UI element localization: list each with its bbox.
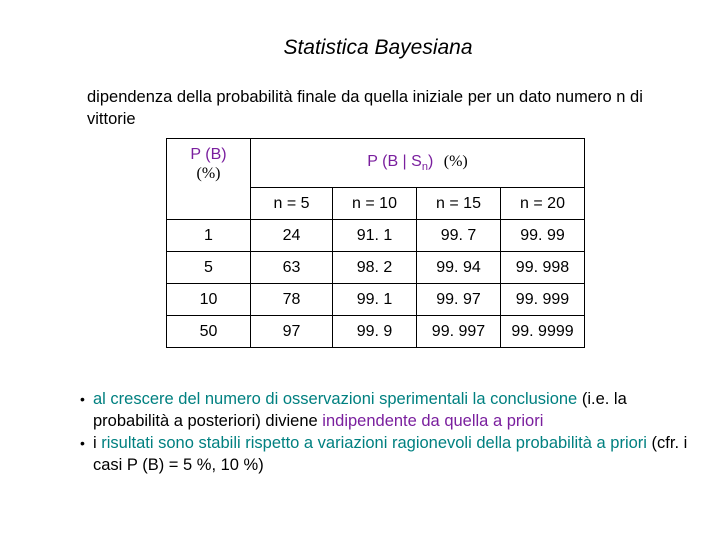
table-cell: 5: [167, 252, 251, 284]
bullet-item: [80, 432, 700, 476]
table-cell: 99. 997: [417, 316, 501, 348]
posterior-header-prefix: P (B | S: [367, 152, 422, 170]
table-cell: 10: [167, 284, 251, 316]
table-cell: 99. 9: [333, 316, 417, 348]
table-cell: 99. 999: [501, 284, 585, 316]
prior-header-cell: [167, 139, 251, 188]
bullet-dot: •: [80, 435, 85, 451]
table-cell: 91. 1: [333, 220, 417, 252]
bullet-list: [80, 388, 700, 476]
posterior-header-unit: (%): [443, 152, 468, 170]
bullet-text-highlight: al crescere del numero di osservazioni sperimentali la conclusione: [93, 390, 578, 408]
bullet-text-highlight: indipendente da quella a priori: [322, 412, 544, 430]
prior-header-unit: (%): [196, 165, 221, 182]
table-row: [167, 284, 585, 316]
table-cell: 99. 94: [417, 252, 501, 284]
table-cell: 24: [251, 220, 333, 252]
table-cell: 99. 7: [417, 220, 501, 252]
n-header: n = 15: [417, 188, 501, 220]
table-cell: 99. 9999: [501, 316, 585, 348]
posterior-header-sub: n: [421, 161, 428, 174]
bullet-text-highlight: risultati sono stabili rispetto a variazioni ragionevoli della probabilità a priori: [101, 434, 647, 452]
bullet-dot: •: [80, 391, 85, 407]
table-cell: 1: [167, 220, 251, 252]
table-row: [167, 252, 585, 284]
table-cell: 99. 1: [333, 284, 417, 316]
table-cell: 97: [251, 316, 333, 348]
table-header-row: [167, 139, 585, 188]
table-cell: 63: [251, 252, 333, 284]
probability-table: [166, 138, 585, 348]
table-row: [167, 220, 585, 252]
prior-header-label: P (B): [190, 146, 227, 163]
bullet-text: i: [93, 434, 102, 452]
n-header: n = 5: [251, 188, 333, 220]
empty-cell: [167, 188, 251, 220]
table-cell: 99. 97: [417, 284, 501, 316]
posterior-header-suffix: ): [427, 152, 434, 170]
bullet-text: (i.e. la probabilità a posteriori) diviene: [93, 390, 627, 430]
posterior-header-cell: [251, 139, 585, 188]
table-cell: 78: [251, 284, 333, 316]
n-header-row: [167, 188, 585, 220]
bullet-item: [80, 388, 700, 432]
n-header: n = 10: [333, 188, 417, 220]
bullet-text: (cfr. i casi P (B) = 5 %, 10 %): [93, 434, 688, 474]
slide-subtitle: dipendenza della probabilità finale da quella iniziale per un dato numero n di vittorie: [87, 88, 643, 128]
table-cell: 99. 998: [501, 252, 585, 284]
table-row: [167, 316, 585, 348]
table-cell: 98. 2: [333, 252, 417, 284]
n-header: n = 20: [501, 188, 585, 220]
slide-title: Statistica Bayesiana: [283, 36, 473, 59]
table-cell: 50: [167, 316, 251, 348]
table-cell: 99. 99: [501, 220, 585, 252]
